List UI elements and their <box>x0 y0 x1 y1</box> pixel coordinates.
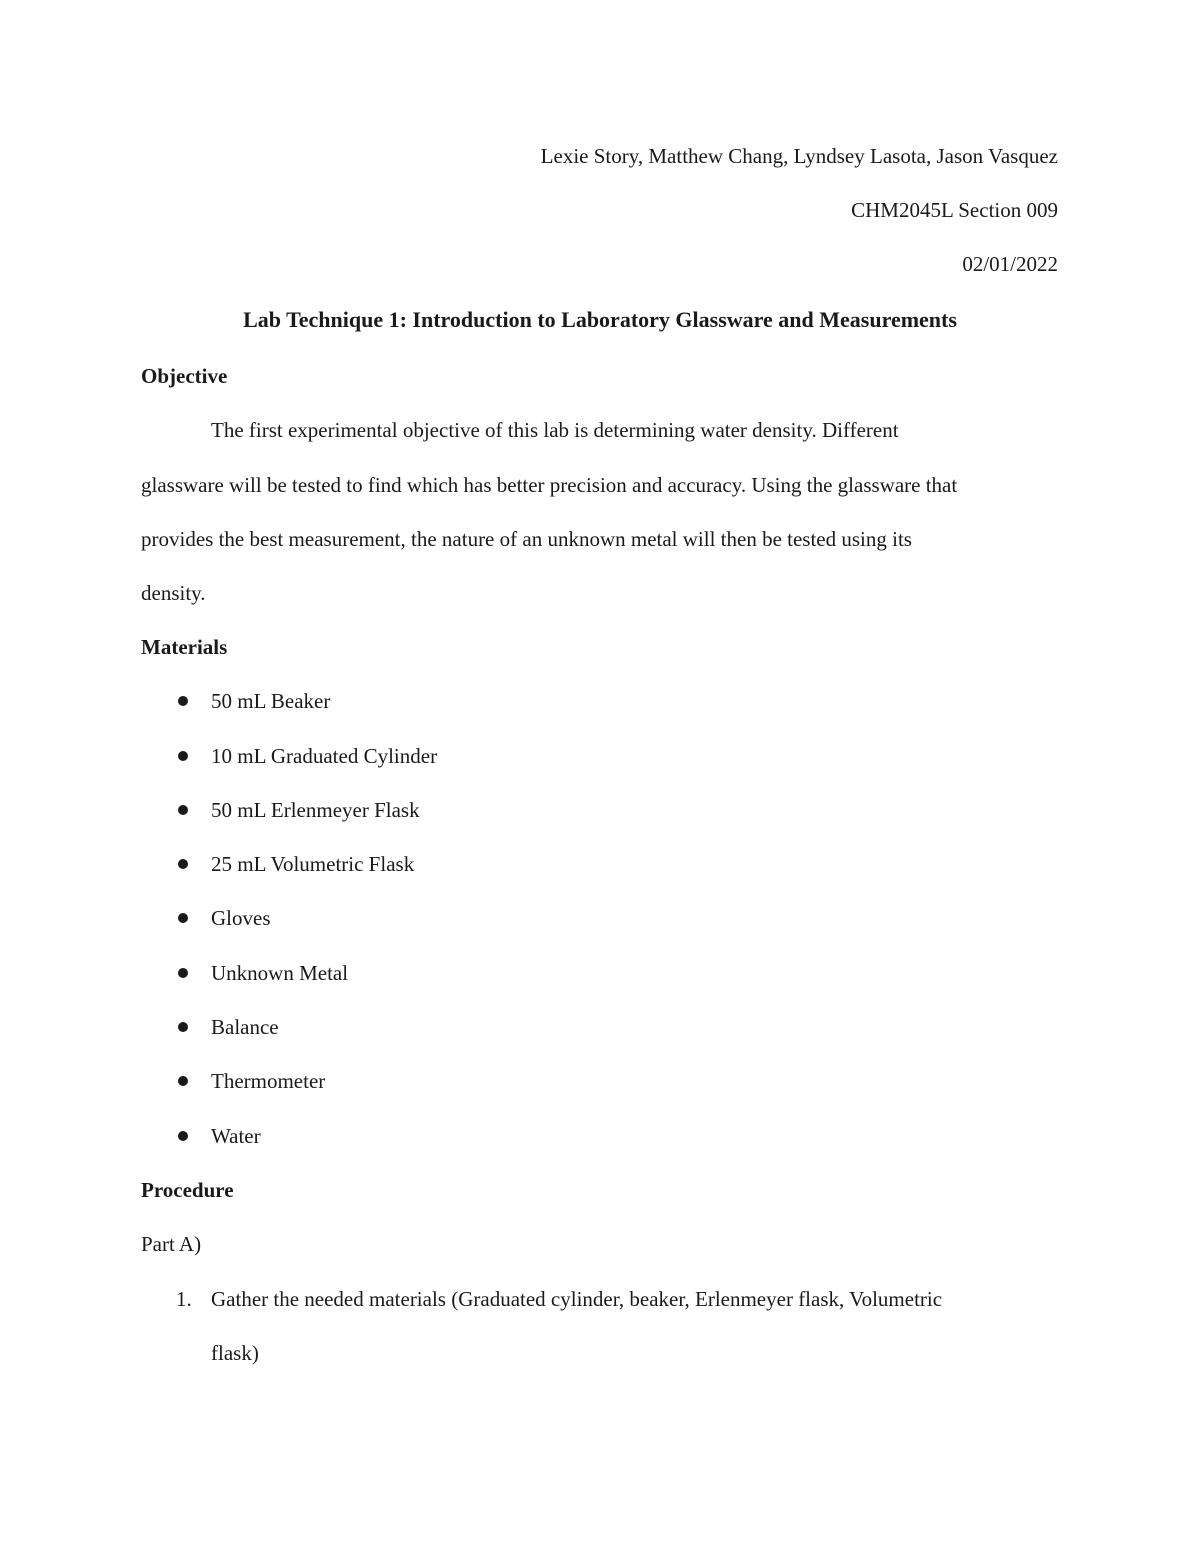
list-item-label: Balance <box>211 1015 279 1039</box>
report-date: 02/01/2022 <box>962 252 1058 276</box>
objective-line: glassware will be tested to find which has better precision and accuracy. Using the glassware that <box>141 473 958 497</box>
list-item-label: Unknown Metal <box>211 961 349 985</box>
author-names: Lexie Story, Matthew Chang, Lyndsey Lasota, Jason Vasquez <box>540 144 1058 168</box>
bullet-icon <box>178 1022 188 1032</box>
bullet-icon <box>178 805 188 815</box>
bullet-icon <box>178 968 188 978</box>
list-item-label: Water <box>211 1124 261 1148</box>
list-item-label: 10 mL Graduated Cylinder <box>211 744 438 768</box>
materials-heading: Materials <box>141 635 228 659</box>
list-item-label: Thermometer <box>211 1069 326 1093</box>
list-item-label: 25 mL Volumetric Flask <box>211 852 415 876</box>
step-text-line: flask) <box>211 1341 259 1365</box>
list-item-label: Gloves <box>211 906 271 930</box>
step-text-line: Gather the needed materials (Graduated cylinder, beaker, Erlenmeyer flask, Volumetric <box>211 1287 943 1311</box>
bullet-icon <box>178 1076 188 1086</box>
bullet-icon <box>178 696 188 706</box>
part-label: Part A) <box>141 1232 202 1256</box>
step-number: 1. <box>176 1287 192 1311</box>
list-item-label: 50 mL Beaker <box>211 689 331 713</box>
objective-line: provides the best measurement, the nature of an unknown metal will then be tested using its <box>141 527 912 551</box>
objective-heading: Objective <box>141 364 228 388</box>
objective-line: The first experimental objective of this lab is determining water density. Different <box>211 418 899 442</box>
procedure-heading: Procedure <box>141 1178 234 1202</box>
course-section: CHM2045L Section 009 <box>851 198 1058 222</box>
bullet-icon <box>178 859 188 869</box>
list-item-label: 50 mL Erlenmeyer Flask <box>211 798 420 822</box>
bullet-icon <box>178 1131 188 1141</box>
bullet-icon <box>178 751 188 761</box>
bullet-icon <box>178 913 188 923</box>
document-title: Lab Technique 1: Introduction to Laboratory Glassware and Measurements <box>243 307 957 332</box>
objective-line: density. <box>141 581 206 605</box>
